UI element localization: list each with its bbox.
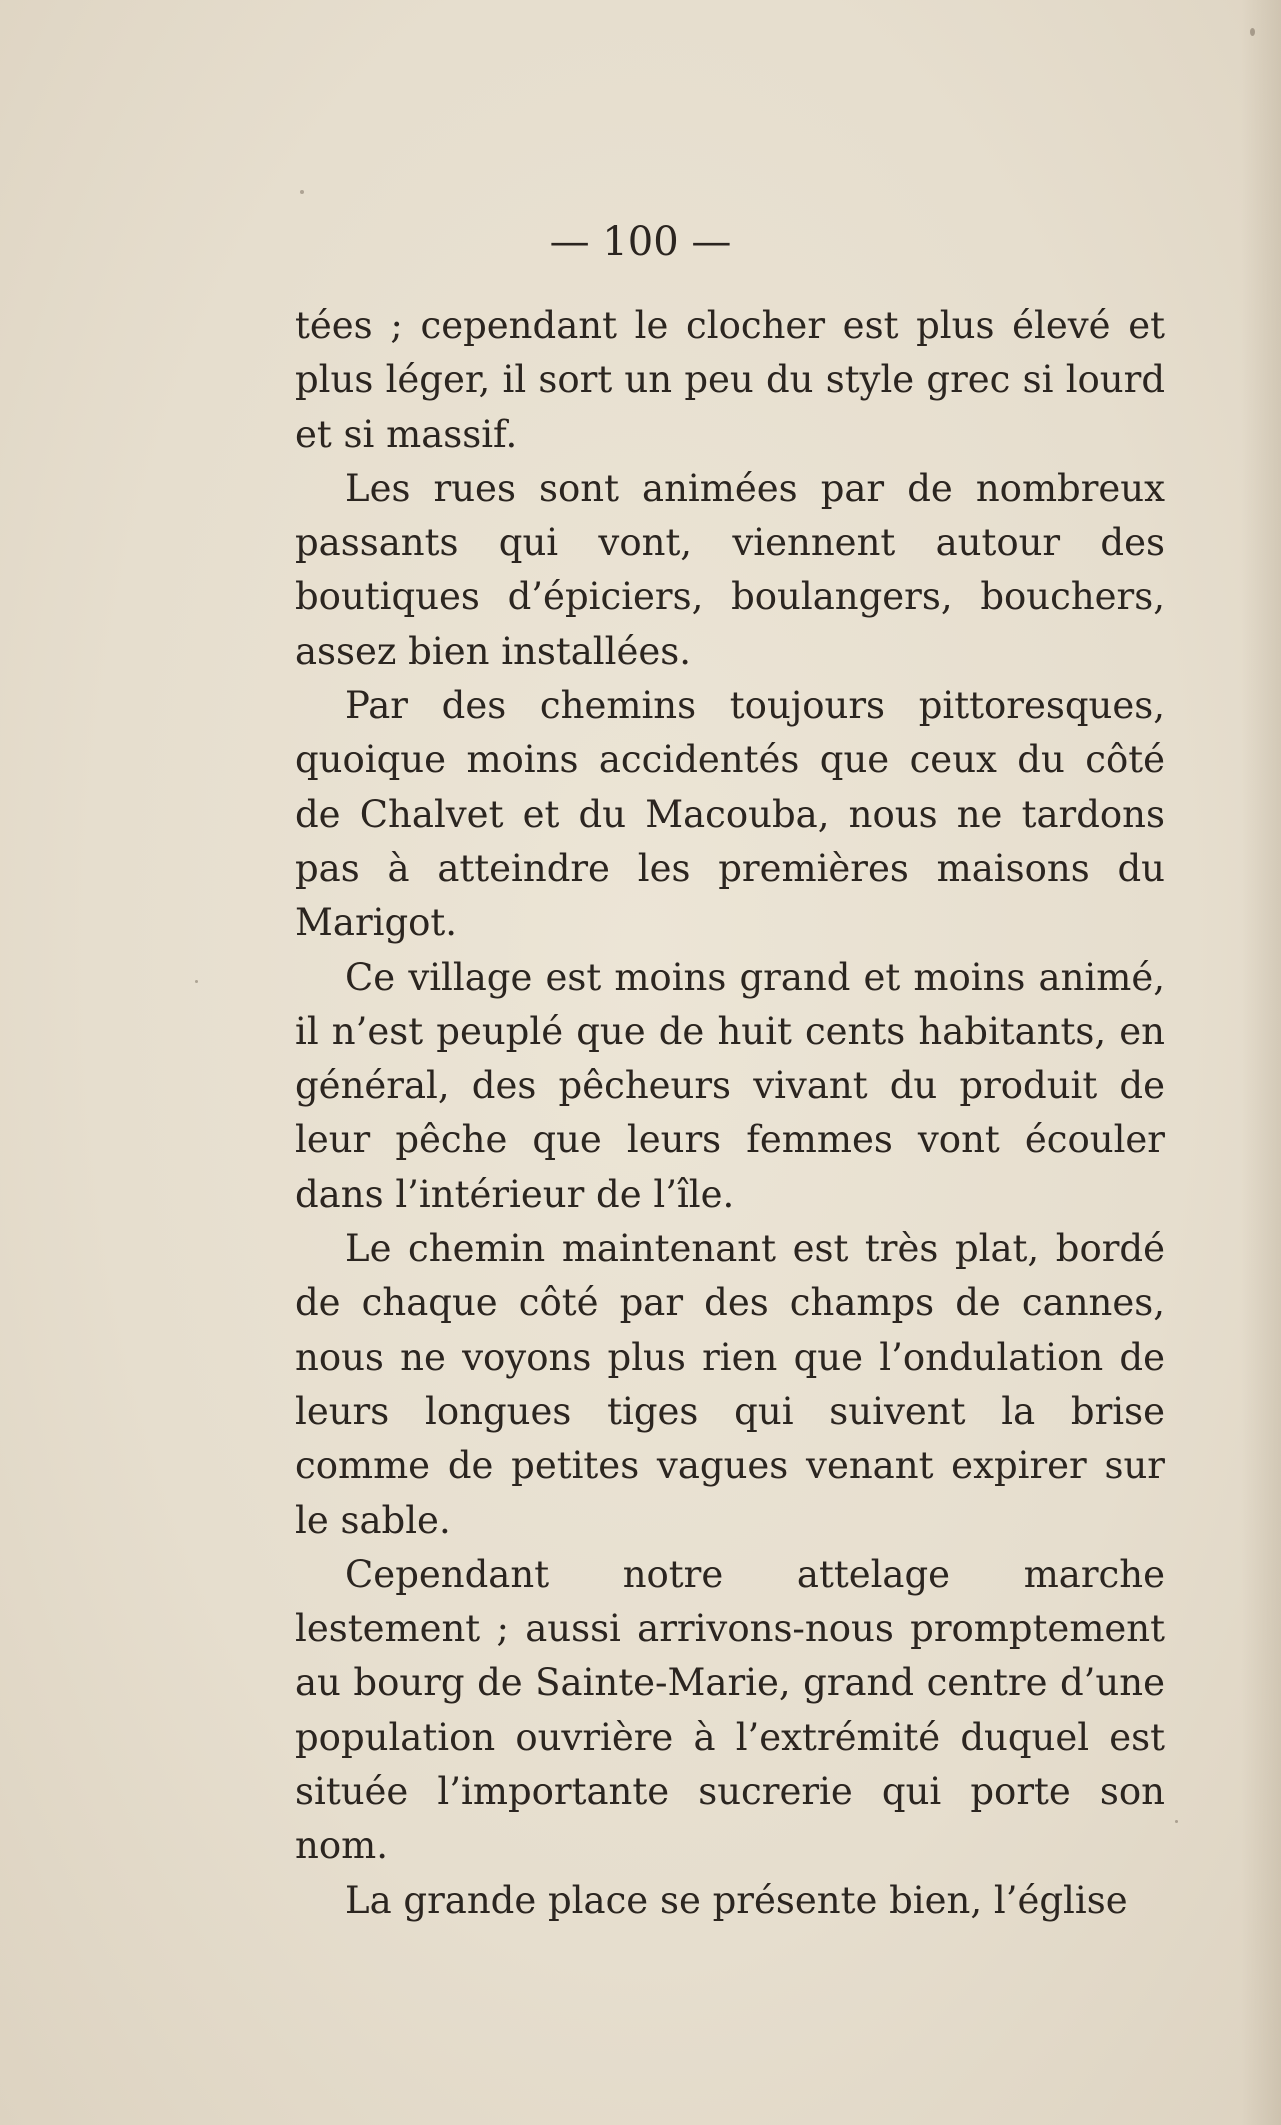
paragraph: Cependant notre attelage marche lestement ; aussi arrivons-nous promptement au bourg de Sainte-Marie, grand centre d’une population ouvrière à l’extrémité duquel est située l’importante sucrerie qui porte son nom. — [295, 1552, 1165, 1868]
paragraph: La grande place se présente bien, l’église — [345, 1878, 1128, 1922]
paragraph: Ce village est moins grand et moins animé, il n’est peuplé que de huit cents habitants, en général, des pêcheurs vivant du produit de leur pêche que leurs femmes vont écouler dans l’intérieur de l’île. — [295, 955, 1165, 1216]
paragraph: Le chemin maintenant est très plat, bordé de chaque côté par des champs de cannes, nous ne voyons plus rien que l’ondulation de leurs longues tiges qui suivent la brise comme de petites vagues venant expirer sur le sable. — [295, 1227, 1165, 1542]
paper-speck — [195, 980, 198, 983]
paragraph: Par des chemins toujours pittoresques, quoique moins accidentés que ceux du côté de Chalvet et du Macouba, nous ne tardons pas à atteindre les premières maisons du Marigot. — [295, 684, 1165, 945]
paragraph: Les rues sont animées par de nombreux passants qui vont, viennent autour des boutiques d’épiciers, boulangers, bouchers, assez bien installées. — [295, 466, 1165, 673]
body-text — [295, 299, 1165, 1928]
paper-speck — [1250, 28, 1255, 36]
page-number: — 100 — — [549, 219, 732, 265]
page-edge-shadow — [1241, 0, 1281, 2125]
paper-speck — [1175, 1820, 1178, 1823]
paper-speck — [300, 190, 304, 194]
paragraph: tées ; cependant le clocher est plus élevé et plus léger, il sort un peu du style grec si lourd et si massif. — [295, 304, 1165, 456]
